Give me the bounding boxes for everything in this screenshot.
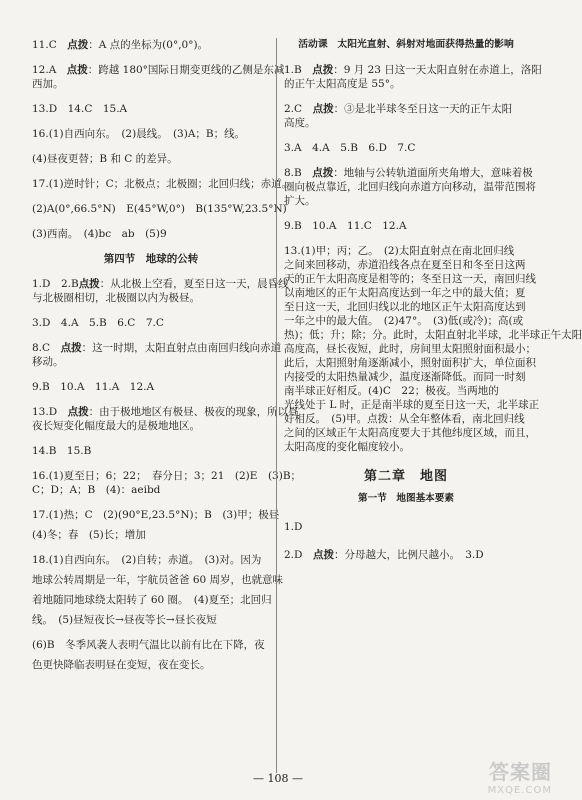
spacer	[284, 52, 528, 63]
text-line: 太阳高度的变化幅度较小。	[284, 441, 410, 453]
page-number: — 108 —	[253, 772, 303, 785]
answer-choice: D	[48, 406, 68, 418]
text-line: 9.B 10.A 11.C 12.A	[284, 220, 407, 232]
spacer	[32, 216, 270, 227]
answer-choice: C	[48, 39, 68, 51]
answer-choice: C	[42, 342, 61, 354]
text-line: 光线处于 L 时，正是南半球的夏至日这一天，北半球正	[284, 399, 540, 411]
hint-label: 点拨	[60, 342, 82, 354]
spacer	[284, 233, 528, 244]
text-line: 16.(1)夏至日；6；22； 春分日；3；21 (2)E (3)B；	[32, 470, 302, 482]
column-divider	[276, 38, 277, 773]
answer-choice: D 2.B	[42, 278, 79, 290]
answer-number: 12.	[32, 64, 49, 76]
hint-text: ：这一时期，太阳直射点由南回归线向赤道	[81, 342, 282, 354]
spacer	[32, 497, 270, 508]
text-line: 一年之中的最大值。 (2)47°。 (3)低(或冷)；高(或	[284, 315, 524, 327]
hint-label: 点拨	[66, 64, 88, 76]
answer-number: 11.	[32, 39, 49, 51]
text-line: (6)B 冬季风袭人表明气温比以前有比在下降，夜	[32, 639, 265, 651]
hint-text: ：地轴与公转轨道面所夹角增大，意味着极	[333, 167, 533, 179]
answer-number: 2.	[284, 549, 295, 561]
hint-label: 点拨	[312, 167, 334, 179]
text-line: 9.B 10.A 11.A 12.A	[32, 381, 155, 393]
text-line: 此后，太阳照射角逐渐减小，照射面积扩大，单位面积	[284, 357, 536, 369]
text-line: (3)西南。 (4)bc ab (5)9	[32, 228, 167, 240]
text-line: 之间来回移动，赤道沿线各点在夏至日和冬至日这两	[284, 259, 526, 271]
text-line: 之间的区域正午太阳高度要大于其他纬度区域，而且，	[284, 427, 536, 439]
text-line: 高度高，昼长夜短，此时，房间里太阳照射面积最小；	[284, 343, 536, 355]
spacer	[284, 91, 528, 102]
hint-label: 点拨	[312, 549, 334, 561]
spacer	[32, 627, 270, 638]
text-line: C；D；A；B (4)：aeibd	[32, 484, 161, 496]
watermark-title: 答案圈	[489, 760, 552, 784]
text-line: 好相反。 (5)甲。点拨：从全年整体看，南北回归线	[284, 413, 525, 425]
spacer	[32, 141, 270, 152]
spacer	[284, 208, 528, 219]
text-line: 3.A 4.A 5.B 6.D 7.C	[284, 142, 416, 154]
spacer	[32, 369, 270, 380]
hint-label: 点拨	[78, 278, 100, 290]
spacer	[32, 305, 270, 316]
text-line: 与北极圈相切，北极圈以内为极昼。	[32, 292, 200, 304]
section-heading: 第一节 地图基本要素	[358, 493, 454, 504]
answer-line	[284, 63, 542, 77]
spacer	[32, 52, 270, 63]
text-line: 线。 (5)昼短夜长→昼夜等长→昼长夜短	[32, 614, 217, 626]
spacer	[32, 116, 270, 127]
text-line: 南半球正好相反。(4)C 22；极夜。当两地的	[284, 385, 499, 397]
hint-text: ：A 点的坐标为(0°,0°)。	[88, 39, 209, 51]
text-line: 16.(1)自西向东。 (2)晨线。 (3)A；B；线。	[32, 128, 246, 140]
text-line: 移动。	[32, 356, 64, 368]
watermark-url: MXQE.COM	[487, 785, 552, 796]
hint-text: ：③是北半球冬至日这一天的正午太阳	[333, 103, 513, 115]
text-line: 至日这一天，北回归线以北的地区正午太阳高度达到	[284, 301, 526, 313]
section-heading: 第四节 地球的公转	[103, 253, 199, 265]
text-line: 西加。	[32, 78, 64, 90]
answer-number: 8.	[284, 167, 295, 179]
right-column	[284, 38, 582, 562]
spacer	[32, 458, 270, 469]
hint-label: 点拨	[312, 103, 334, 115]
spacer	[32, 191, 270, 202]
text-line: (2)A(0°,66.5°N) E(45°W,0°) B(135°W,23.5°N)	[32, 203, 287, 215]
watermark-logo	[488, 756, 552, 796]
spacer	[284, 155, 528, 166]
activity-heading: 活动课 太阳光直射、斜射对地面获得热量的影响	[298, 39, 514, 50]
spacer	[32, 330, 270, 341]
text-line: 着地随同地球绕太阳转了 60 圈。 (4)夏至；北回归	[32, 594, 272, 606]
chapter-heading: 第二章 地图	[363, 469, 448, 484]
spacer	[284, 130, 528, 141]
text-line: 热)；低；升；除；分。此时，太阳直射北半球，北半球正午太阳	[284, 329, 582, 341]
answer-choice: B	[294, 167, 313, 179]
hint-text: ：从北极上空看，夏至日这一天，晨昏线	[99, 278, 289, 290]
text-line: (4)冬；春 (5)长；增加	[32, 529, 146, 541]
answer-line	[284, 102, 528, 116]
answer-line	[32, 341, 282, 355]
hint-label: 点拨	[312, 64, 334, 76]
text-line: 夜长短变化幅度最大的是极地地区。	[32, 420, 200, 432]
answer-number: 8.	[32, 342, 43, 354]
spacer	[32, 266, 270, 277]
spacer	[32, 542, 270, 553]
spacer	[32, 241, 270, 252]
text-line: 14.B 15.B	[32, 445, 92, 457]
spacer	[32, 166, 270, 177]
answer-line	[32, 277, 289, 291]
spacer	[284, 454, 528, 468]
spacer	[284, 534, 528, 548]
answer-choice: C	[294, 103, 313, 115]
answer-number: 2.	[284, 103, 295, 115]
text-line: 以南地区的正午太阳高度达到一年之中的最大值；夏	[284, 287, 526, 299]
answer-choice: D	[294, 549, 313, 561]
hint-text: ：跨越 180°国际日期变更线的乙侧是东减	[87, 64, 285, 76]
answer-choice: B	[294, 64, 313, 76]
hint-text: ：9 月 23 日这一天太阳直射在赤道上，洛阳	[333, 64, 542, 76]
text-line: 天的正午太阳高度是相等的；冬至日这一天，南回归线	[284, 273, 536, 285]
spacer	[32, 433, 270, 444]
hint-text: ：由于极地地区有极昼、极夜的现象，所以昼	[88, 406, 299, 418]
text-line: 高度。	[284, 117, 316, 129]
text-line: 17.(1)逆时针；C；北极点；北极圈；北回归线；赤道。	[32, 178, 293, 190]
answer-number: 13.	[32, 406, 49, 418]
spacer	[284, 506, 528, 520]
text-line: 13.(1)甲；丙；乙。 (2)太阳直射点在南北回归线	[284, 245, 515, 257]
text-line: 13.D 14.C 15.A	[32, 103, 128, 115]
answer-line	[32, 38, 270, 52]
text-line: 17.(1)热；C (2)(90°E,23.5°N)；B (3)甲；极昼	[32, 509, 280, 521]
answer-line	[284, 548, 528, 562]
text-line: 3.D 4.A 5.B 6.C 7.C	[32, 317, 164, 329]
text-line: 色更快降临表明昼在变短，夜在变长。	[32, 659, 211, 671]
text-line: 18.(1)自西向东。 (2)自转；赤道。 (3)对。因为	[32, 554, 262, 566]
answer-line	[284, 166, 533, 180]
spacer	[32, 91, 270, 102]
hint-text: ：分母越大，比例尺越小。 3.D	[333, 549, 484, 561]
text-line: (4)昼夜更替；B 和 C 的差异。	[32, 153, 178, 165]
text-line: 1.D	[284, 521, 303, 533]
text-line: 的正午太阳高度是 55°。	[284, 78, 401, 90]
hint-label: 点拨	[67, 39, 89, 51]
answer-choice: A	[48, 64, 67, 76]
answer-number: 1.	[32, 278, 43, 290]
text-line: 圈向极点靠近，北回归线向赤道方向移动，温带范围将	[284, 181, 536, 193]
text-line: 内接受的太阳热量减少，温度逐渐降低。而同一时刻	[284, 371, 526, 383]
spacer	[32, 394, 270, 405]
answer-line	[32, 405, 299, 419]
hint-label: 点拨	[67, 406, 89, 418]
answer-number: 1.	[284, 64, 295, 76]
text-line: 扩大。	[284, 195, 316, 207]
answer-line	[32, 63, 285, 77]
text-line: 地球公转周期是一年，宇航员爸爸 60 周岁，也就意味	[32, 574, 284, 586]
